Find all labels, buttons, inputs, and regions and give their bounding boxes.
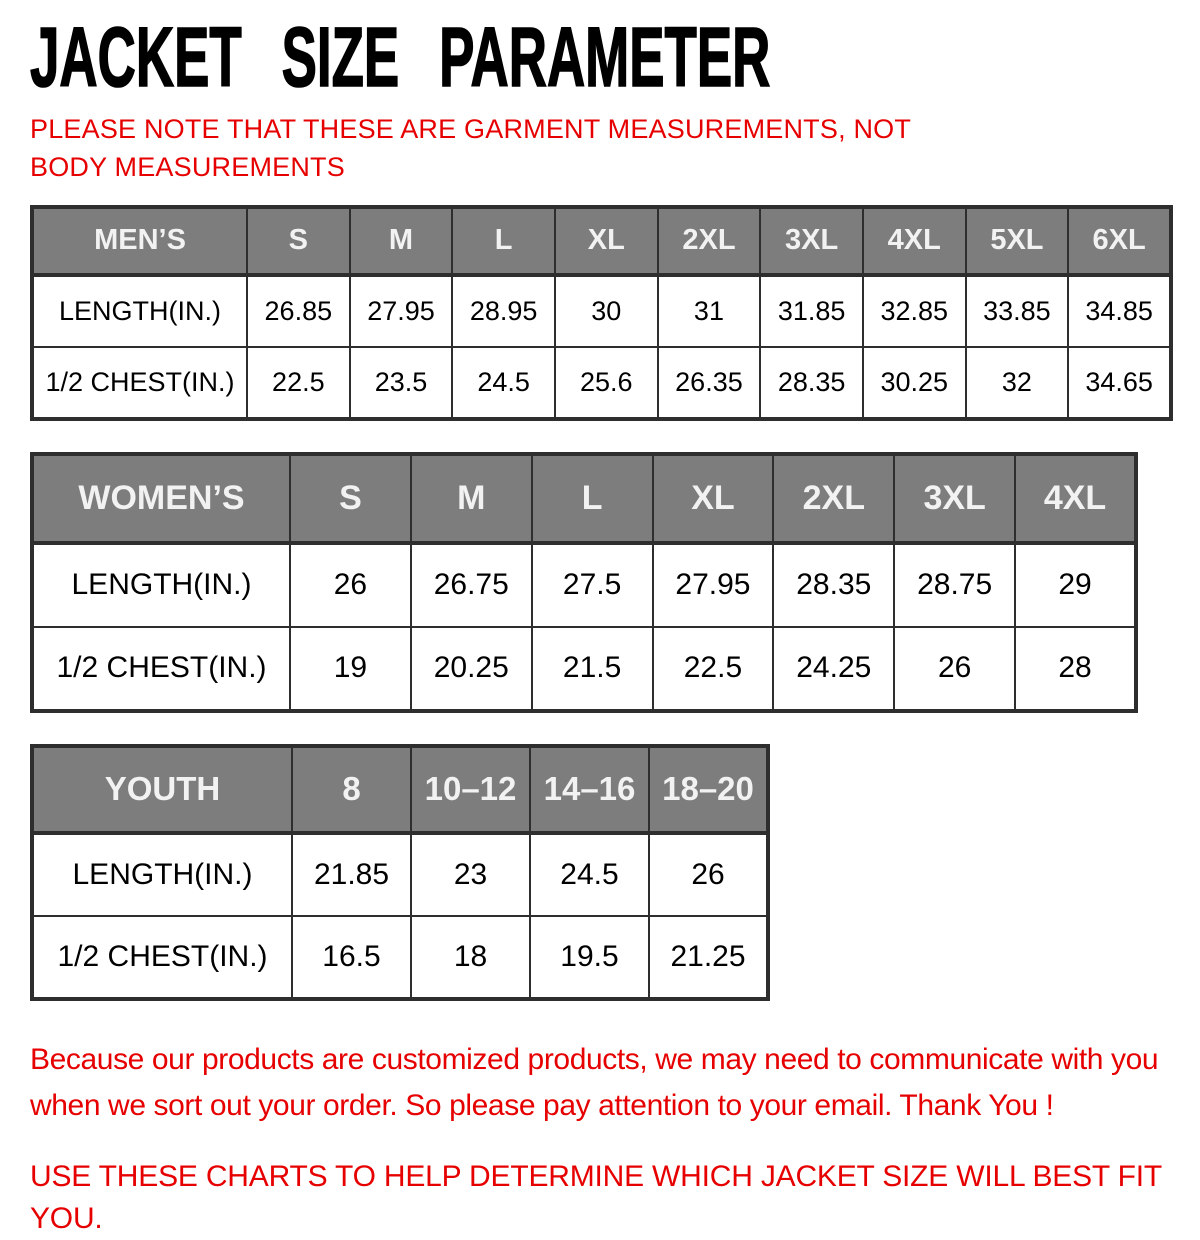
measurement-row-label: 1/2 CHEST(IN.) bbox=[32, 916, 292, 999]
measurement-value-cell: 21.85 bbox=[292, 833, 411, 916]
measurement-value-cell: 27.95 bbox=[350, 275, 453, 347]
measurement-value-cell: 28.95 bbox=[452, 275, 555, 347]
measurement-value-cell: 26 bbox=[649, 833, 768, 916]
measurement-value-cell: 18 bbox=[411, 916, 530, 999]
measurement-value-cell: 26.35 bbox=[658, 347, 761, 419]
measurement-value-cell: 32.85 bbox=[863, 275, 966, 347]
measurement-value-cell: 34.65 bbox=[1068, 347, 1171, 419]
measurement-row bbox=[32, 916, 768, 999]
size-column-header: M bbox=[350, 207, 453, 275]
measurement-row-label: LENGTH(IN.) bbox=[32, 833, 292, 916]
measurement-value-cell: 19 bbox=[290, 627, 411, 711]
measurement-value-cell: 28.75 bbox=[894, 543, 1015, 627]
mens-table-title-cell: MEN’S bbox=[32, 207, 247, 275]
measurement-value-cell: 30.25 bbox=[863, 347, 966, 419]
measurement-value-cell: 32 bbox=[966, 347, 1069, 419]
size-column-header: L bbox=[532, 454, 653, 543]
size-column-header: S bbox=[290, 454, 411, 543]
size-column-header: 4XL bbox=[1015, 454, 1136, 543]
measurement-value-cell: 20.25 bbox=[411, 627, 532, 711]
size-column-header: 4XL bbox=[863, 207, 966, 275]
measurement-value-cell: 28 bbox=[1015, 627, 1136, 711]
measurement-row bbox=[32, 833, 768, 916]
size-column-header: 5XL bbox=[966, 207, 1069, 275]
garment-measurement-note: PLEASE NOTE THAT THESE ARE GARMENT MEASUREMENTS, NOT BODY MEASUREMENTS bbox=[30, 114, 911, 183]
size-column-header: 2XL bbox=[773, 454, 894, 543]
measurement-value-cell: 19.5 bbox=[530, 916, 649, 999]
measurement-value-cell: 24.25 bbox=[773, 627, 894, 711]
measurement-value-cell: 27.95 bbox=[653, 543, 774, 627]
measurement-row bbox=[32, 627, 1136, 711]
youth-table-title-cell: YOUTH bbox=[32, 746, 292, 833]
measurement-value-cell: 31.85 bbox=[760, 275, 863, 347]
measurement-value-cell: 25.6 bbox=[555, 347, 658, 419]
measurement-value-cell: 24.5 bbox=[452, 347, 555, 419]
measurement-value-cell: 21.25 bbox=[649, 916, 768, 999]
measurement-row bbox=[32, 543, 1136, 627]
measurement-value-cell: 22.5 bbox=[247, 347, 350, 419]
womens-table-title-cell: WOMEN’S bbox=[32, 454, 290, 543]
mens-size-table-container bbox=[30, 205, 1172, 421]
youth-size-table bbox=[30, 744, 770, 1001]
measurement-value-cell: 30 bbox=[555, 275, 658, 347]
measurement-value-cell: 21.5 bbox=[532, 627, 653, 711]
womens-size-table bbox=[30, 452, 1138, 713]
measurement-row-label: LENGTH(IN.) bbox=[32, 275, 247, 347]
size-column-header: 8 bbox=[292, 746, 411, 833]
size-column-header: 18–20 bbox=[649, 746, 768, 833]
measurement-value-cell: 23.5 bbox=[350, 347, 453, 419]
mens-header-row bbox=[32, 207, 1171, 275]
measurement-value-cell: 16.5 bbox=[292, 916, 411, 999]
measurement-row-label: 1/2 CHEST(IN.) bbox=[32, 627, 290, 711]
measurement-value-cell: 26.75 bbox=[411, 543, 532, 627]
measurement-value-cell: 33.85 bbox=[966, 275, 1069, 347]
mens-size-table bbox=[30, 205, 1173, 421]
measurement-value-cell: 28.35 bbox=[773, 543, 894, 627]
size-column-header: 3XL bbox=[760, 207, 863, 275]
measurement-value-cell: 29 bbox=[1015, 543, 1136, 627]
measurement-value-cell: 22.5 bbox=[653, 627, 774, 711]
chart-usage-instruction: USE THESE CHARTS TO HELP DETERMINE WHICH JACKET SIZE WILL BEST FIT YOU. bbox=[30, 1159, 1162, 1235]
measurement-row-label: LENGTH(IN.) bbox=[32, 543, 290, 627]
measurement-value-cell: 27.5 bbox=[532, 543, 653, 627]
size-column-header: 3XL bbox=[894, 454, 1015, 543]
size-column-header: S bbox=[247, 207, 350, 275]
footer-notes bbox=[30, 1037, 1172, 1240]
measurement-row bbox=[32, 347, 1171, 419]
measurement-row-label: 1/2 CHEST(IN.) bbox=[32, 347, 247, 419]
measurement-value-cell: 26.85 bbox=[247, 275, 350, 347]
measurement-value-cell: 31 bbox=[658, 275, 761, 347]
measurement-value-cell: 24.5 bbox=[530, 833, 649, 916]
size-column-header: 14–16 bbox=[530, 746, 649, 833]
size-column-header: 6XL bbox=[1068, 207, 1171, 275]
measurement-value-cell: 28.35 bbox=[760, 347, 863, 419]
youth-header-row bbox=[32, 746, 768, 833]
size-column-header: 10–12 bbox=[411, 746, 530, 833]
size-column-header: 2XL bbox=[658, 207, 761, 275]
measurement-value-cell: 26 bbox=[290, 543, 411, 627]
page-title: JACKET SIZE PARAMETER bbox=[30, 10, 771, 104]
measurement-row bbox=[32, 275, 1171, 347]
womens-header-row bbox=[32, 454, 1136, 543]
womens-size-table-container bbox=[30, 452, 1172, 713]
size-column-header: XL bbox=[653, 454, 774, 543]
measurement-value-cell: 23 bbox=[411, 833, 530, 916]
size-column-header: XL bbox=[555, 207, 658, 275]
size-column-header: L bbox=[452, 207, 555, 275]
youth-size-table-container bbox=[30, 744, 1172, 1001]
measurement-value-cell: 34.85 bbox=[1068, 275, 1171, 347]
customization-notice: Because our products are customized products, we may need to communicate with you when we sort out your order. So please pay attention to your email. Thank You ! bbox=[30, 1042, 1159, 1123]
measurement-value-cell: 26 bbox=[894, 627, 1015, 711]
size-column-header: M bbox=[411, 454, 532, 543]
